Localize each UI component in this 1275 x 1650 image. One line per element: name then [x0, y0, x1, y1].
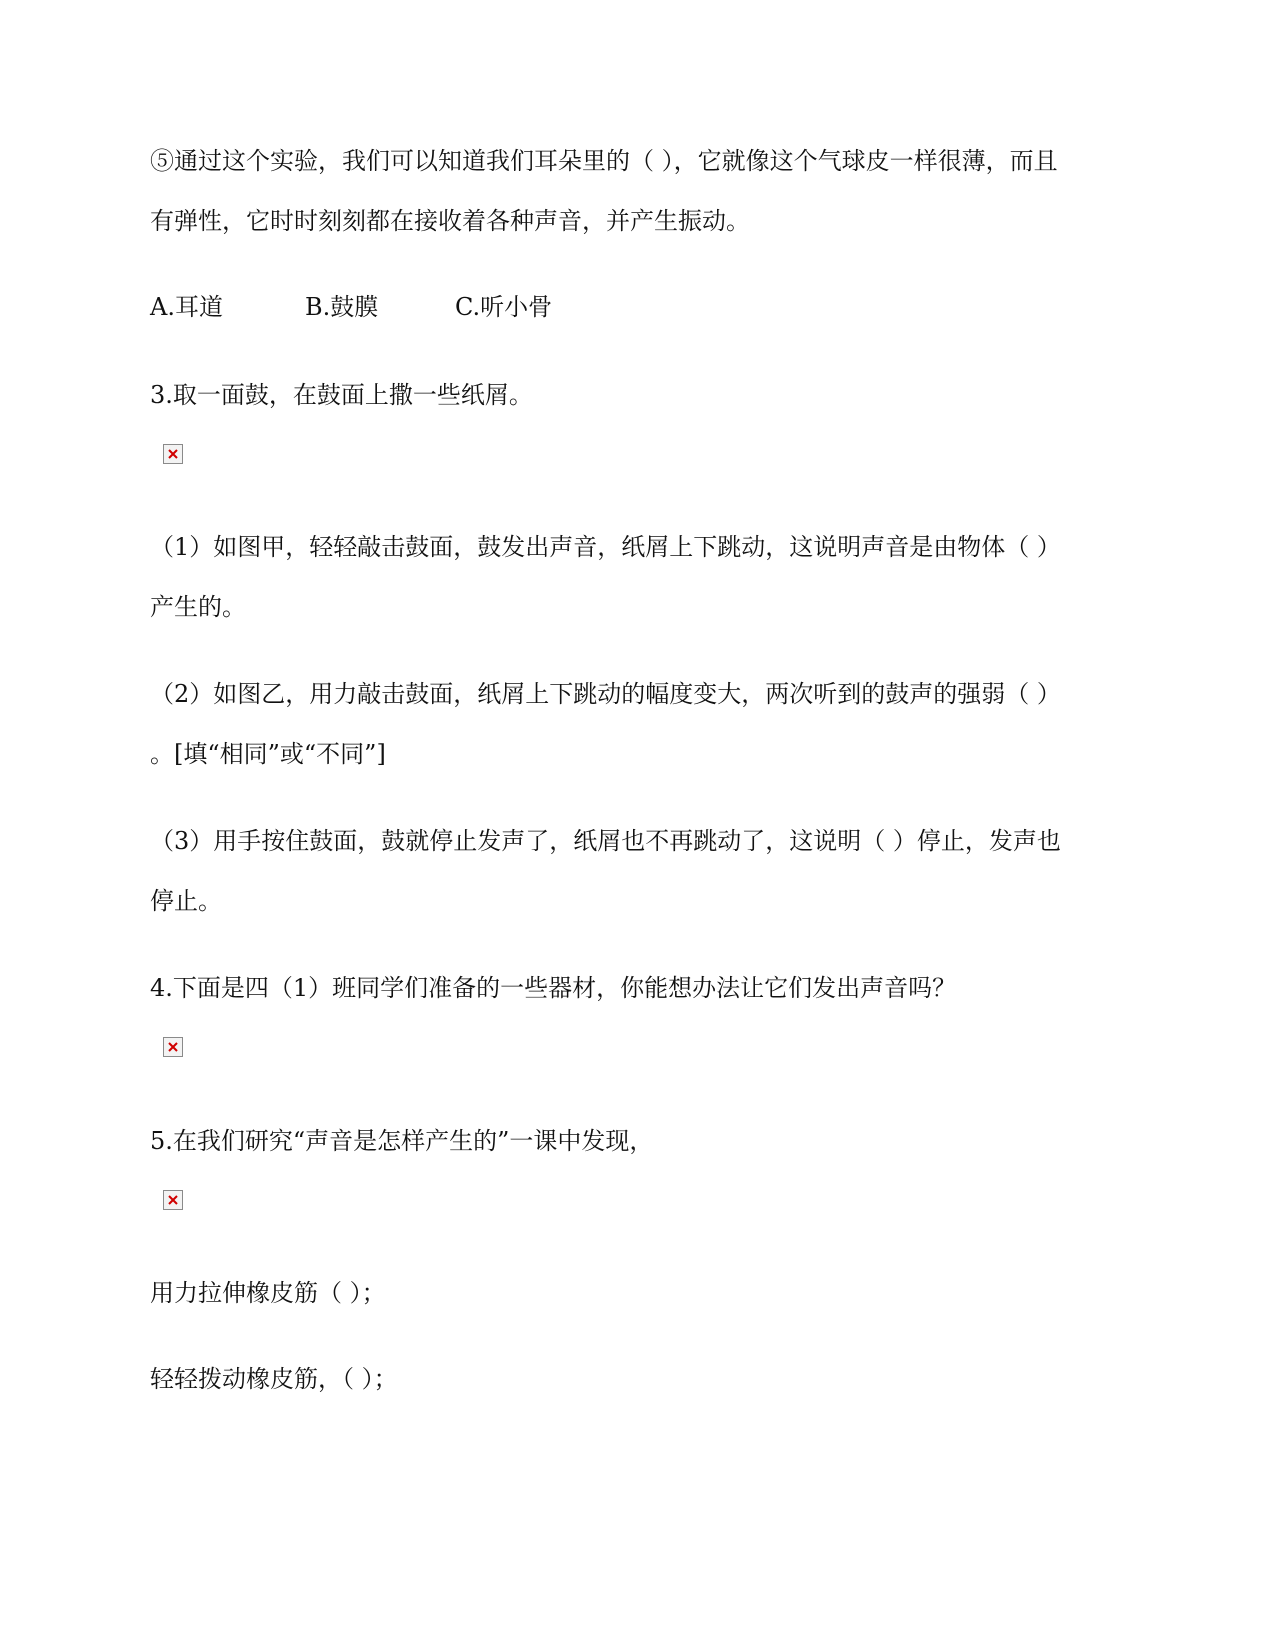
question-4-stem: 4.下面是四（1）班同学们准备的一些器材，你能想办法让它们发出声音吗？ — [150, 974, 957, 1002]
question-3-sub-1-line-1: （1）如图甲，轻轻敲击鼓面，鼓发出声音，纸屑上下跳动，这说明声音是由物体（ ） — [150, 533, 1061, 561]
broken-image-icon — [163, 444, 183, 464]
broken-image-icon — [163, 1037, 183, 1057]
question-2-item-5-line-1: ⑤通过这个实验，我们可以知道我们耳朵里的（ ），它就像这个气球皮一样很薄，而且 — [150, 147, 1058, 175]
question-5-line-1: 用力拉伸橡皮筋（ ）； — [150, 1279, 386, 1307]
question-3-sub-1-line-2: 产生的。 — [150, 593, 246, 621]
option-a: A.耳道 — [150, 293, 223, 321]
question-3-sub-2-line-2: 。[填“相同”或“不同”] — [150, 740, 386, 768]
question-5-stem: 5.在我们研究“声音是怎样产生的”一课中发现， — [150, 1127, 654, 1155]
question-3-sub-2-line-1: （2）如图乙，用力敲击鼓面，纸屑上下跳动的幅度变大，两次听到的鼓声的强弱（ ） — [150, 680, 1061, 708]
question-3-sub-3-line-2: 停止。 — [150, 887, 222, 915]
option-b: B.鼓膜 — [305, 293, 379, 321]
question-2-item-5-line-2: 有弹性，它时时刻刻都在接收着各种声音，并产生振动。 — [150, 207, 750, 235]
option-c: C.听小骨 — [455, 293, 553, 321]
broken-image-icon — [163, 1190, 183, 1210]
question-3-sub-3-line-1: （3）用手按住鼓面，鼓就停止发声了，纸屑也不再跳动了，这说明（ ）停止，发声也 — [150, 827, 1061, 855]
question-3-stem: 3.取一面鼓，在鼓面上撒一些纸屑。 — [150, 381, 533, 409]
question-5-line-2: 轻轻拨动橡皮筋，（ ）； — [150, 1365, 398, 1393]
